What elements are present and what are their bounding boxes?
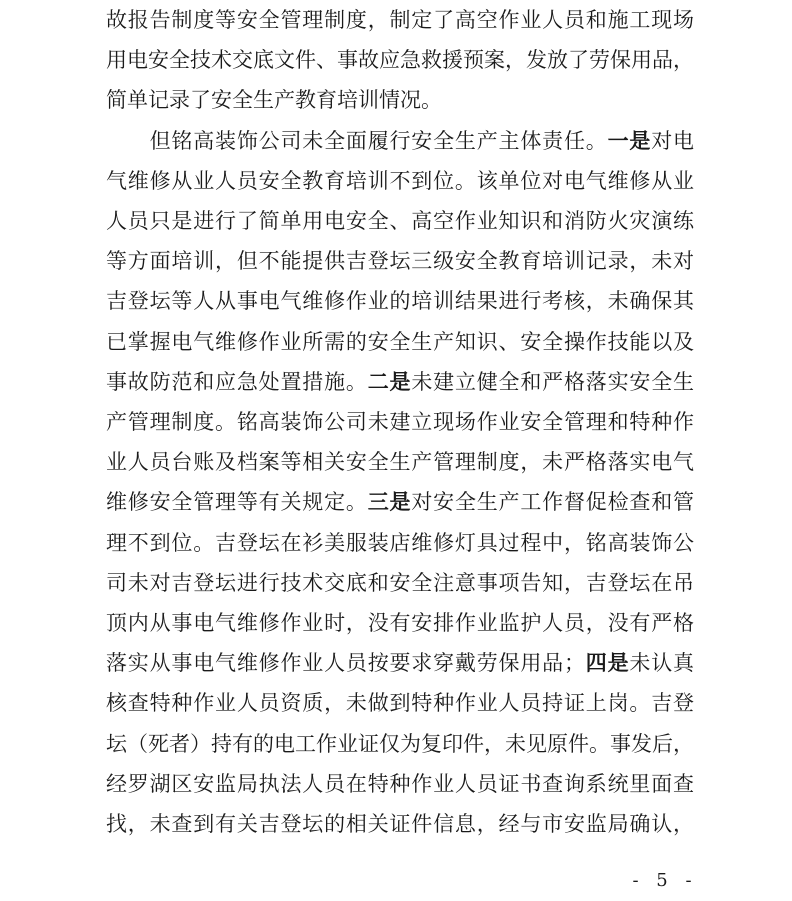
text-segment: 事故防范和应急处置措施。 [106, 369, 368, 394]
text-segment: 对安全生产工作督促检查和管 [411, 490, 695, 515]
text-segment: 核查特种作业人员资质，未做到特种作业人员持证上岗。吉登 [106, 691, 694, 716]
bold-text-segment: 三是 [367, 489, 412, 515]
text-line [106, 201, 694, 241]
text-line [106, 161, 694, 201]
text-segment: 经罗湖区安监局执法人员在特种作业人员证书查询系统里面查 [106, 771, 694, 796]
text-segment: 理不到位。吉登坛在衫美服装店维修灯具过程中，铭高装饰公 [106, 530, 694, 555]
bold-text-segment: 四是 [584, 650, 630, 676]
text-segment: 坛（死者）持有的电工作业证仅为复印件，未见原件。事发后， [106, 731, 694, 756]
text-line [106, 80, 442, 120]
text-segment: 吉登坛等人从事电气维修作业的培训结果进行考核，未确保其 [106, 289, 694, 314]
text-segment: 未认真 [629, 651, 695, 676]
text-line [106, 603, 694, 643]
text-segment: 但铭高装饰公司未全面履行安全生产主体责任。 [106, 128, 608, 153]
bold-text-segment: 一是 [607, 127, 652, 153]
text-segment: 用电安全技术交底文件、事故应急救援预案，发放了劳保用品， [106, 48, 694, 73]
text-segment: 找，未查到有关吉登坛的相关证件信息，经与市安监局确认， [106, 812, 694, 836]
text-segment: 未建立健全和严格落实安全生 [411, 369, 695, 394]
text-line [106, 563, 694, 603]
page-number: - 5 - [632, 870, 698, 891]
text-line [106, 764, 694, 804]
text-line [106, 402, 694, 442]
text-line [106, 442, 694, 482]
text-line [106, 0, 694, 40]
text-segment: 简单记录了安全生产教育培训情况。 [106, 88, 442, 113]
text-line [106, 362, 694, 402]
text-segment: 业人员台账及档案等相关安全生产管理制度，未严格落实电气 [106, 450, 694, 475]
text-line [106, 40, 694, 80]
text-line [106, 121, 694, 161]
text-line [106, 804, 694, 844]
text-segment: 产管理制度。铭高装饰公司未建立现场作业安全管理和特种作 [106, 410, 694, 434]
text-line [106, 241, 694, 281]
text-line [106, 523, 694, 563]
text-segment: 司未对吉登坛进行技术交底和安全注意事项告知，吉登坛在吊 [106, 570, 694, 595]
text-line [106, 683, 694, 723]
bold-text-segment: 二是 [367, 368, 412, 394]
text-segment: 对电 [651, 128, 695, 153]
text-line [106, 322, 694, 362]
text-segment: 气维修从业人员安全教育培训不到位。该单位对电气维修从业 [106, 168, 694, 193]
text-segment: 故报告制度等安全管理制度，制定了高空作业人员和施工现场 [106, 8, 694, 32]
text-line [106, 281, 694, 321]
text-segment: 人员只是进行了简单用电安全、高空作业知识和消防火灾演练 [106, 209, 694, 233]
text-line [106, 643, 694, 683]
text-segment: 维修安全管理等有关规定。 [106, 490, 368, 515]
text-line [106, 482, 694, 522]
text-segment: 顶内从事电气维修作业时，没有安排作业监护人员，没有严格 [106, 611, 694, 635]
text-segment: 落实从事电气维修作业人员按要求穿戴劳保用品； [106, 651, 585, 676]
text-line [106, 724, 694, 764]
text-segment: 已掌握电气维修作业所需的安全生产知识、安全操作技能以及 [106, 329, 694, 354]
text-segment: 等方面培训，但不能提供吉登坛三级安全教育培训记录，未对 [106, 249, 694, 274]
